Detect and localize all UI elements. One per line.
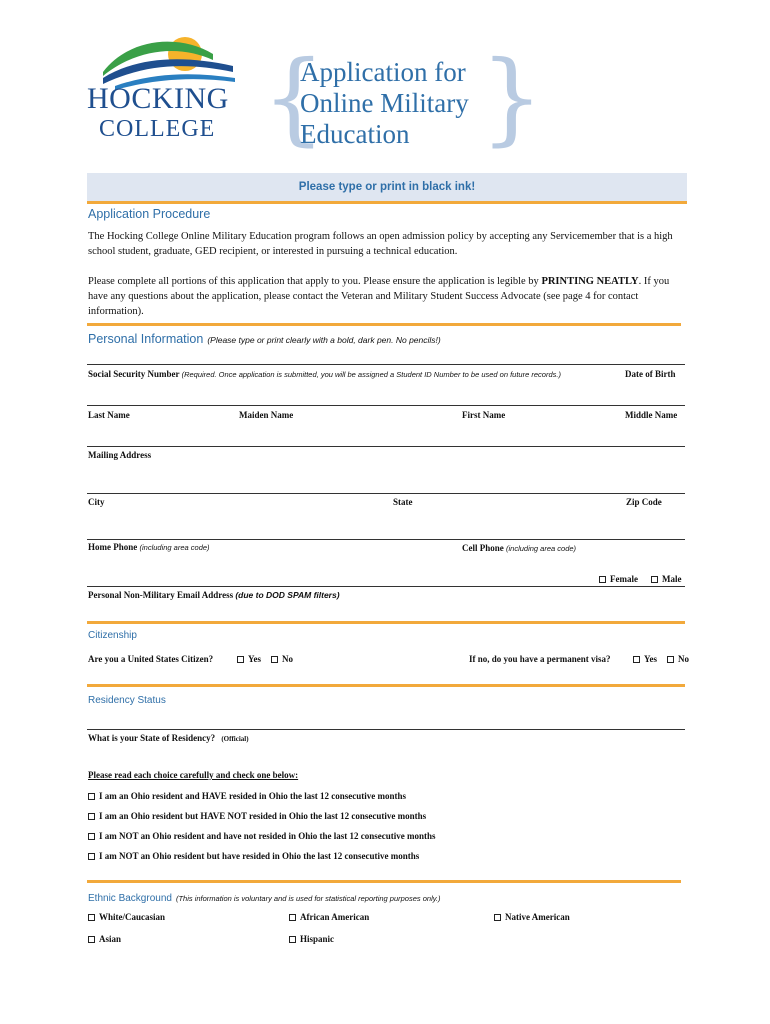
procedure-rule — [87, 323, 681, 326]
residency-state-field[interactable] — [87, 710, 685, 728]
printing-neatly-text: PRINTING NEATLY — [541, 276, 639, 287]
female-option[interactable] — [599, 574, 638, 584]
citizen-question: Are you a United States Citizen? — [88, 654, 214, 664]
phone-rule — [87, 586, 685, 587]
male-option[interactable] — [651, 574, 682, 584]
visa-no-label: No — [678, 654, 689, 664]
procedure-para2-b: . If you have any questions about the application, please contact the Veteran and Military Student Success Advocate (see page 4 for contact information). — [88, 276, 670, 317]
residency-state-label: What is your State of Residency? — [88, 733, 216, 743]
ethnic-heading: Ethnic Background — [88, 893, 172, 904]
visa-yes-option[interactable] — [633, 654, 657, 664]
citizen-no-option[interactable] — [271, 654, 293, 664]
residency-choice-1-checkbox[interactable] — [88, 793, 95, 800]
residency-choice-3-label: I am NOT an Ohio resident and have not resided in Ohio the last 12 consecutive months — [99, 831, 436, 841]
male-checkbox[interactable] — [651, 576, 658, 583]
maiden-name-label: Maiden Name — [239, 410, 294, 420]
left-brace-icon: { — [262, 39, 326, 156]
ethnic-asian-checkbox[interactable] — [88, 936, 95, 943]
address-rule — [87, 493, 685, 494]
phone-fields[interactable] — [87, 554, 587, 584]
cell-phone-row — [462, 543, 576, 553]
female-checkbox[interactable] — [599, 576, 606, 583]
residency-rule — [87, 729, 685, 730]
ethnic-asian-label: Asian — [99, 934, 122, 944]
residency-choice-1[interactable] — [88, 791, 406, 801]
middle-name-label: Middle Name — [625, 410, 678, 420]
dob-label: Date of Birth — [625, 369, 676, 379]
email-field[interactable] — [87, 602, 685, 620]
citizen-yes-label: Yes — [248, 654, 261, 664]
email-note: (due to DOD SPAM filters) — [235, 590, 340, 600]
email-row — [88, 590, 340, 600]
logo-college-text: COLLEGE — [99, 116, 216, 142]
ethnic-asian-option[interactable] — [88, 934, 121, 944]
residency-choice-4-checkbox[interactable] — [88, 853, 95, 860]
residency-choice-3[interactable] — [88, 831, 436, 841]
residency-choice-2-label: I am an Ohio resident but HAVE NOT resided in Ohio the last 12 consecutive months — [99, 811, 427, 821]
residency-choice-4-label: I am NOT an Ohio resident but have resided in Ohio the last 12 consecutive months — [99, 851, 420, 861]
visa-no-checkbox[interactable] — [667, 656, 674, 663]
citizenship-heading: Citizenship — [88, 630, 137, 641]
ethnic-african-american-checkbox[interactable] — [289, 914, 296, 921]
title-line-3: Education — [300, 119, 410, 149]
ethnic-white-label: White/Caucasian — [99, 912, 166, 922]
procedure-para2-a: Please complete all portions of this application that apply to you. Please ensure the application is legible by — [88, 276, 542, 287]
citizen-yes-option[interactable] — [237, 654, 261, 664]
page-title — [300, 57, 469, 150]
ethnic-native-american-label: Native American — [505, 912, 570, 922]
home-phone-note: (including area code) — [139, 543, 210, 552]
mailing-address-field[interactable] — [87, 462, 685, 492]
ethnic-white-option[interactable] — [88, 912, 165, 922]
ethnic-native-american-option[interactable] — [494, 912, 570, 922]
personal-note: (Please type or print clearly with a bold, dark pen. No pencils!) — [207, 335, 441, 345]
first-name-label: First Name — [462, 410, 506, 420]
visa-no-option[interactable] — [667, 654, 689, 664]
residency-choice-4[interactable] — [88, 851, 419, 861]
procedure-heading: Application Procedure — [88, 207, 211, 221]
residency-state-row — [88, 733, 249, 743]
ethnic-african-american-label: African American — [300, 912, 370, 922]
residency-heading: Residency Status — [88, 695, 166, 706]
ethnic-hispanic-label: Hispanic — [300, 934, 335, 944]
college-logo — [85, 32, 245, 144]
title-line-2: Online Military — [300, 88, 469, 118]
citizen-yes-checkbox[interactable] — [237, 656, 244, 663]
zip-label: Zip Code — [626, 497, 662, 507]
cell-phone-label: Cell Phone — [462, 543, 504, 553]
residency-bottom-rule — [87, 880, 681, 883]
city-label: City — [88, 497, 105, 507]
mailing-address-label: Mailing Address — [88, 450, 152, 460]
citizen-no-label: No — [282, 654, 293, 664]
email-label: Personal Non-Military Email Address — [88, 590, 234, 600]
visa-question: If no, do you have a permanent visa? — [469, 654, 611, 664]
personal-heading: Personal Information — [88, 332, 204, 346]
personal-heading-row — [88, 330, 441, 348]
ssn-rule — [87, 405, 685, 406]
name-fields[interactable] — [87, 421, 685, 445]
ethnic-hispanic-checkbox[interactable] — [289, 936, 296, 943]
female-label: Female — [610, 574, 638, 584]
residency-choice-1-label: I am an Ohio resident and HAVE resided in Ohio the last 12 consecutive months — [99, 791, 407, 801]
residency-choice-2[interactable] — [88, 811, 426, 821]
cell-phone-note: (including area code) — [506, 544, 577, 553]
personal-top-rule — [87, 364, 685, 365]
banner-rule — [87, 201, 687, 204]
title-line-1: Application for — [300, 57, 466, 87]
visa-yes-label: Yes — [644, 654, 657, 664]
ssn-label: Social Security Number — [88, 369, 180, 379]
ssn-note: (Required. Once application is submitted, you will be assigned a Student ID Number to be used on future records.) — [181, 370, 561, 379]
state-label: State — [393, 497, 413, 507]
residency-instruction: Please read each choice carefully and check one below: — [88, 770, 299, 780]
procedure-paragraph-2 — [88, 274, 678, 319]
male-label: Male — [662, 574, 682, 584]
ethnic-heading-row — [88, 888, 441, 906]
personal-rule — [87, 621, 685, 624]
residency-choice-2-checkbox[interactable] — [88, 813, 95, 820]
logo-hocking-text: HOCKING — [87, 82, 229, 115]
last-name-label: Last Name — [88, 410, 130, 420]
ethnic-african-american-option[interactable] — [289, 912, 369, 922]
name-rule — [87, 446, 685, 447]
city-rule — [87, 539, 685, 540]
right-brace-icon: } — [480, 39, 544, 156]
ink-banner-text: Please type or print in black ink! — [298, 181, 476, 193]
residency-choice-3-checkbox[interactable] — [88, 833, 95, 840]
visa-yes-checkbox[interactable] — [633, 656, 640, 663]
residency-state-note: (Official) — [221, 735, 249, 743]
home-phone-row — [88, 542, 210, 552]
dob-field[interactable] — [622, 380, 685, 404]
procedure-paragraph-1: The Hocking College Online Military Education program follows an open admission policy by accepting any Servicemember that is a high school student, graduate, GED recipient, or interested in pursuing a technical education. — [88, 231, 673, 257]
citizen-no-checkbox[interactable] — [271, 656, 278, 663]
ethnic-note: (This information is voluntary and is used for statistical reporting purposes only.) — [175, 894, 441, 903]
home-phone-label: Home Phone — [88, 542, 138, 552]
ethnic-native-american-checkbox[interactable] — [494, 914, 501, 921]
citizenship-rule — [87, 684, 685, 687]
ethnic-hispanic-option[interactable] — [289, 934, 334, 944]
city-state-zip-fields[interactable] — [87, 508, 685, 538]
ssn-label-row — [88, 369, 561, 379]
ssn-field[interactable] — [87, 380, 617, 404]
ink-banner — [87, 173, 687, 201]
ethnic-white-checkbox[interactable] — [88, 914, 95, 921]
